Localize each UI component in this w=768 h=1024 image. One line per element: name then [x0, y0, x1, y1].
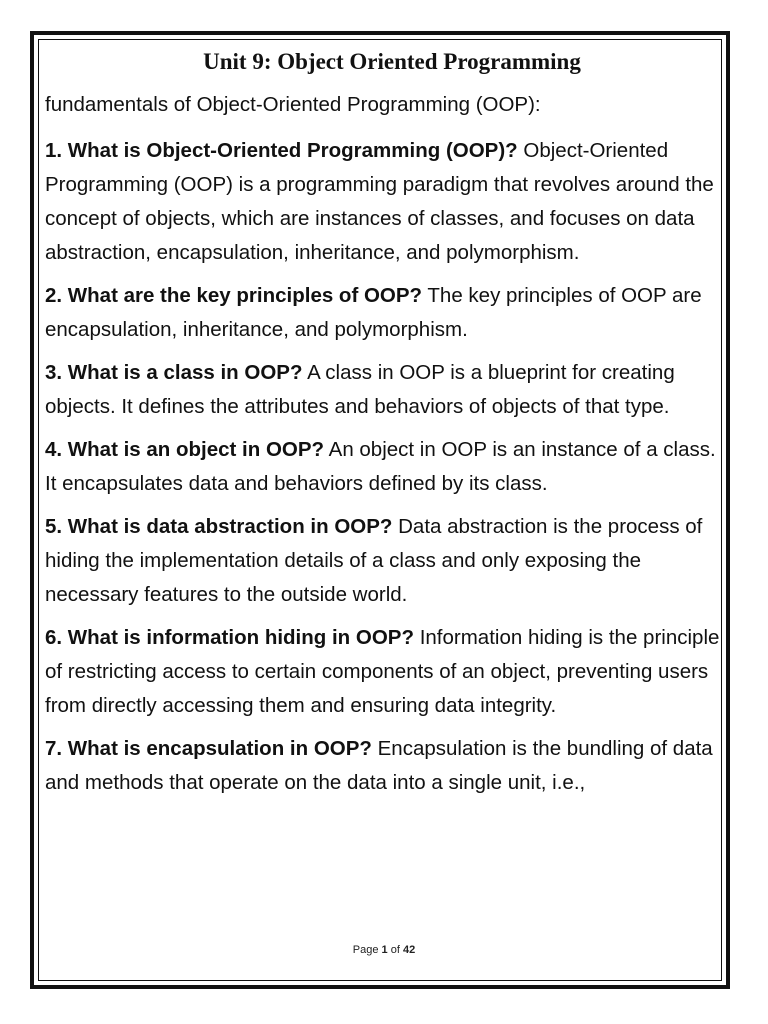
- question-4: 4. What is an object in OOP?: [45, 438, 325, 461]
- page-footer: [0, 944, 768, 956]
- qa-item-6: [45, 621, 723, 723]
- question-7: 7. What is encapsulation in OOP?: [45, 737, 372, 760]
- qa-item-4: [45, 433, 723, 501]
- qa-item-1: [45, 134, 723, 270]
- answer-1: Object-Oriented Programming (OOP) is a programming paradigm that revolves around the concept of objects, which are instances of classes, and focuses on data abstraction, encapsulation, inheritance, and polymorphism.: [45, 139, 714, 264]
- question-2: 2. What are the key principles of OOP?: [45, 284, 423, 307]
- of-word: of: [390, 944, 400, 956]
- qa-item-2: [45, 279, 723, 347]
- document-title: Unit 9: Object Oriented Programming: [203, 49, 581, 74]
- qa-item-5: [45, 510, 723, 612]
- qa-item-7: [45, 732, 723, 800]
- answer-3: A class in OOP is a blueprint for creating objects. It defines the attributes and behaviors of objects of that type.: [45, 361, 675, 418]
- answer-6: Information hiding is the principle of restricting access to certain components of an object, preventing users from directly accessing them and ensuring data integrity.: [45, 626, 720, 717]
- total-pages: 42: [402, 944, 416, 956]
- answer-4: An object in OOP is an instance of a class. It encapsulates data and behaviors defined by its class.: [45, 438, 716, 495]
- answer-7: Encapsulation is the bundling of data and methods that operate on the data into a single unit, i.e.,: [45, 737, 713, 794]
- qa-item-3: [45, 356, 723, 424]
- question-5: 5. What is data abstraction in OOP?: [45, 515, 393, 538]
- question-3: 3. What is a class in OOP?: [45, 361, 303, 384]
- answer-5: Data abstraction is the process of hiding the implementation details of a class and only exposing the necessary features to the outside world.: [45, 515, 703, 606]
- current-page-number: 1: [381, 944, 388, 956]
- page-word: Page: [352, 944, 379, 956]
- intro-text: fundamentals of Object-Oriented Programming (OOP):: [45, 93, 541, 116]
- question-1: 1. What is Object-Oriented Programming (OOP)?: [45, 139, 518, 162]
- document-body: [45, 44, 723, 809]
- answer-2: The key principles of OOP are encapsulation, inheritance, and polymorphism.: [45, 284, 702, 341]
- question-6: 6. What is information hiding in OOP?: [45, 626, 414, 649]
